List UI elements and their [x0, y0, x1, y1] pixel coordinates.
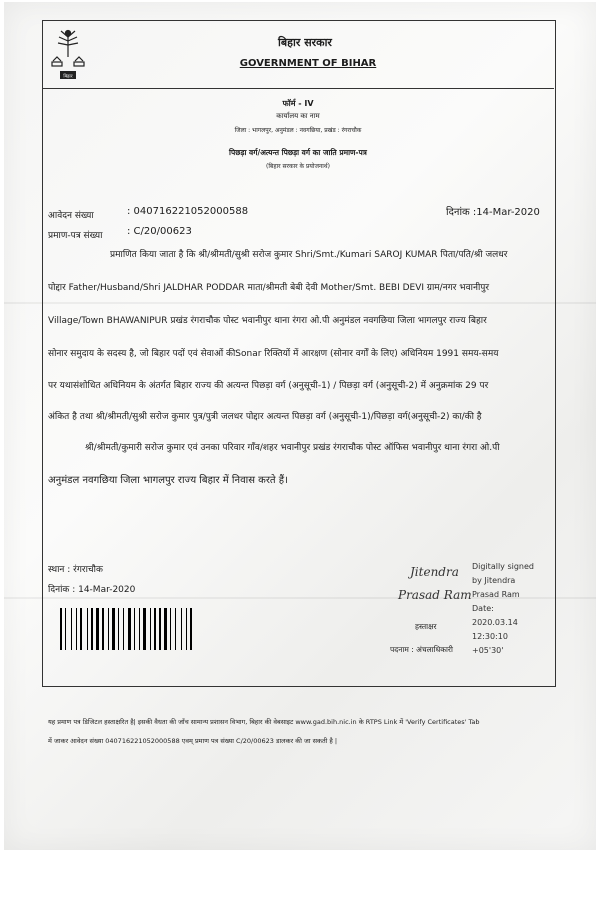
barcode-icon — [58, 608, 238, 650]
signature-first-name: Jitendra — [410, 565, 459, 579]
government-english-title: GOVERNMENT OF BIHAR — [239, 58, 377, 69]
digital-signature-line: 2020.03.14 — [472, 618, 518, 627]
body-line: पर यथासंशोधित अधिनियम के अंतर्गत बिहार राज्य की अत्यन्त पिछड़ा वर्ग (अनुसूची-1) / पिछड़ा वर्ग (अनुसूची-2) में अनुक्रमांक 29 पर — [48, 381, 489, 391]
body-line: प्रमाणित किया जाता है कि श्री/श्रीमती/सुश्री सरोज कुमार Shri/Smt./Kumari SAROJ KUMAR पिता/पति/श्री जलधर — [110, 250, 508, 260]
certificate-subtitle: (बिहार सरकार के प्रयोजनार्थ) — [266, 163, 330, 170]
body-line: Village/Town BHAWANIPUR प्रखंड रंगराचौक पोस्ट भवानीपुर थाना रंगरा ओ.पी अनुमंडल नवगछिया जिला भागलपुर राज्य बिहार — [48, 316, 487, 326]
digital-signature-line: Date: — [472, 604, 494, 613]
application-number-value: : 040716221052000588 — [127, 206, 249, 217]
certificate-number-value: : C/20/00623 — [127, 226, 192, 237]
digital-signature-line: +05'30' — [472, 646, 504, 655]
government-hindi-title: बिहार सरकार — [278, 36, 332, 49]
bottom-date-label: दिनांक : 14-Mar-2020 — [48, 585, 136, 595]
place-label: स्थान : रंगराचौक — [48, 565, 103, 575]
footer-verification-line: यह प्रमाण पत्र डिजिटल हस्ताक्षरित है| इसकी वैधता की जाँच सामान्य प्रशासन विभाग, बिहार की वेबसाइट www.gad.bih.nic.in के RTPS Link में 'Verify Certificates' Tab — [48, 718, 480, 726]
signature-last-name: Prasad Ram — [398, 588, 472, 602]
office-location: जिला : भागलपुर, अनुमंडल : नवगछिया, प्रखंड : रंगराचौक — [234, 127, 362, 134]
digital-signature-line: by Jitendra — [472, 576, 516, 585]
signature-label: हस्ताक्षर — [415, 622, 437, 631]
certificate-title: पिछड़ा वर्ग/अत्यन्त पिछड़ा वर्ग का जाति प्रमाण-पत्र — [229, 148, 367, 157]
office-name: कार्यालय का नाम — [276, 112, 320, 120]
certificate-number-label: प्रमाण-पत्र संख्या — [48, 231, 103, 241]
body-line: अंकित है तथा श्री/श्रीमती/सुश्री सरोज कुमार पुत्र/पुत्री जलधर पोद्दार अत्यन्त पिछड़ा वर्ग (अनुसूची-1)/पिछड़ा वर्ग(अनुसूची-2) का/की है — [48, 412, 482, 422]
body-line: श्री/श्रीमती/कुमारी सरोज कुमार एवं उनका परिवार गाँव/शहर भवानीपुर प्रखंड रंगराचौक पोस्ट ऑफिस भवानीपुर थाना रंगरा ओ.पी — [85, 443, 500, 453]
digital-signature-block — [472, 560, 534, 658]
body-line: सोनार समुदाय के सदस्य है, जो बिहार पदों एवं सेवाओं कीSonar रिक्तियों में आरक्षण (सोनार वर्गों के लिए) अधिनियम 1991 समय-समय — [48, 349, 499, 359]
svg-text:बिहार: बिहार — [63, 74, 73, 80]
issue-date: दिनांक :14-Mar-2020 — [446, 207, 540, 218]
designation-label: पदनाम : अंचलाधिकारी — [390, 645, 453, 654]
footer-verification-line: में जाकर आवेदन संख्या 040716221052000588 एवम् प्रमाण पत्र संख्या C/20/00623 डालकर की जा सकती है | — [48, 737, 338, 745]
application-number-label: आवेदन संख्या — [48, 211, 94, 221]
header-divider — [42, 88, 554, 89]
digital-signature-line: Digitally signed — [472, 562, 534, 571]
bihar-emblem-icon — [47, 27, 89, 83]
body-line: अनुमंडल नवगछिया जिला भागलपुर राज्य बिहार में निवास करते हैं। — [48, 475, 288, 486]
digital-signature-line: 12:30:10 — [472, 632, 508, 641]
body-line: पोद्दार Father/Husband/Shri JALDHAR PODDAR माता/श्रीमती बेबी देवी Mother/Smt. BEBI DEVI ग्राम/नगर भवानीपुर — [48, 283, 490, 293]
form-number: फॉर्म - IV — [282, 99, 314, 108]
digital-signature-line: Prasad Ram — [472, 590, 520, 599]
